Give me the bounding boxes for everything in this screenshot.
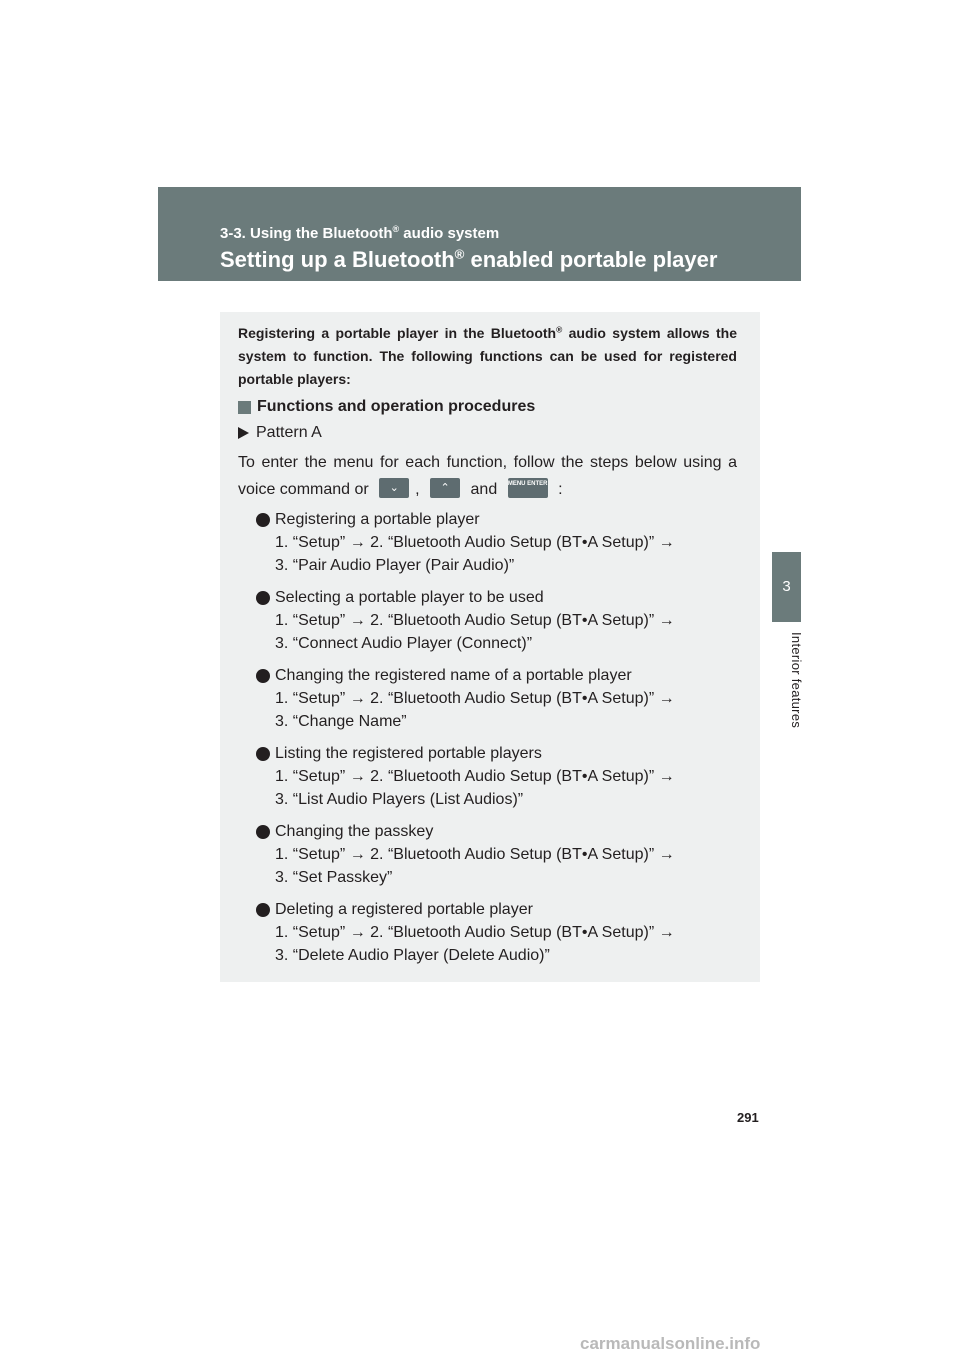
pattern-label: Pattern A — [238, 424, 322, 442]
up-button-icon: ⌃ — [430, 478, 460, 498]
chapter-label: Interior features — [789, 632, 804, 729]
list-item — [256, 742, 736, 811]
item-title: Changing the registered name of a portable player — [275, 667, 632, 684]
chapter-tab: 3 — [772, 552, 801, 622]
instruction-text: To enter the menu for each function, follow the steps below using a voice command or ⌄ , ⌃ and MENU ENTER : — [238, 454, 737, 498]
intro-text: Registering a portable player in the Bluetooth® audio system allows the system to function. The following functions can be used for registered portable players: — [238, 324, 738, 387]
bullet-icon — [256, 825, 270, 839]
menu-enter-button-icon: MENU ENTER — [508, 478, 548, 498]
list-item — [256, 820, 736, 889]
item-step: 1. “Setup” → 2. “Bluetooth Audio Setup (BT•A Setup)” → — [275, 534, 675, 551]
square-bullet-icon — [238, 401, 251, 414]
bullet-icon — [256, 747, 270, 761]
page-header — [158, 187, 801, 281]
item-step: 1. “Setup” → 2. “Bluetooth Audio Setup (BT•A Setup)” → — [275, 768, 675, 785]
item-step: 3. “Connect Audio Player (Connect)” — [275, 635, 533, 652]
bullet-icon — [256, 669, 270, 683]
item-step: 3. “Set Passkey” — [275, 869, 393, 886]
list-item — [256, 586, 736, 655]
page-title: Setting up a Bluetooth® enabled portable player — [220, 246, 718, 272]
item-title: Listing the registered portable players — [275, 745, 542, 762]
bullet-icon — [256, 903, 270, 917]
bullet-icon — [256, 591, 270, 605]
item-step: 1. “Setup” → 2. “Bluetooth Audio Setup (BT•A Setup)” → — [275, 846, 675, 863]
list-item — [256, 664, 736, 733]
item-step: 1. “Setup” → 2. “Bluetooth Audio Setup (BT•A Setup)” → — [275, 612, 675, 629]
triangle-bullet-icon — [238, 427, 249, 439]
item-step: 1. “Setup” → 2. “Bluetooth Audio Setup (BT•A Setup)” → — [275, 924, 675, 941]
content-box — [220, 312, 760, 982]
section-label: 3-3. Using the Bluetooth® audio system — [220, 224, 500, 242]
item-step: 3. “Pair Audio Player (Pair Audio)” — [275, 557, 515, 574]
item-title: Selecting a portable player to be used — [275, 589, 544, 606]
item-step: 3. “List Audio Players (List Audios)” — [275, 791, 524, 808]
down-button-icon: ⌄ — [379, 478, 409, 498]
list-item — [256, 898, 736, 967]
item-step: 3. “Change Name” — [275, 713, 407, 730]
page-number: 291 — [737, 1110, 759, 1125]
section-subhead: Functions and operation procedures — [238, 398, 535, 416]
item-step: 3. “Delete Audio Player (Delete Audio)” — [275, 947, 550, 964]
function-list — [256, 508, 736, 976]
item-title: Deleting a registered portable player — [275, 901, 533, 918]
list-item — [256, 508, 736, 577]
bullet-icon — [256, 513, 270, 527]
item-step: 1. “Setup” → 2. “Bluetooth Audio Setup (BT•A Setup)” → — [275, 690, 675, 707]
watermark: carmanualsonline.info — [580, 1334, 761, 1353]
item-title: Changing the passkey — [275, 823, 434, 840]
item-title: Registering a portable player — [275, 511, 480, 528]
